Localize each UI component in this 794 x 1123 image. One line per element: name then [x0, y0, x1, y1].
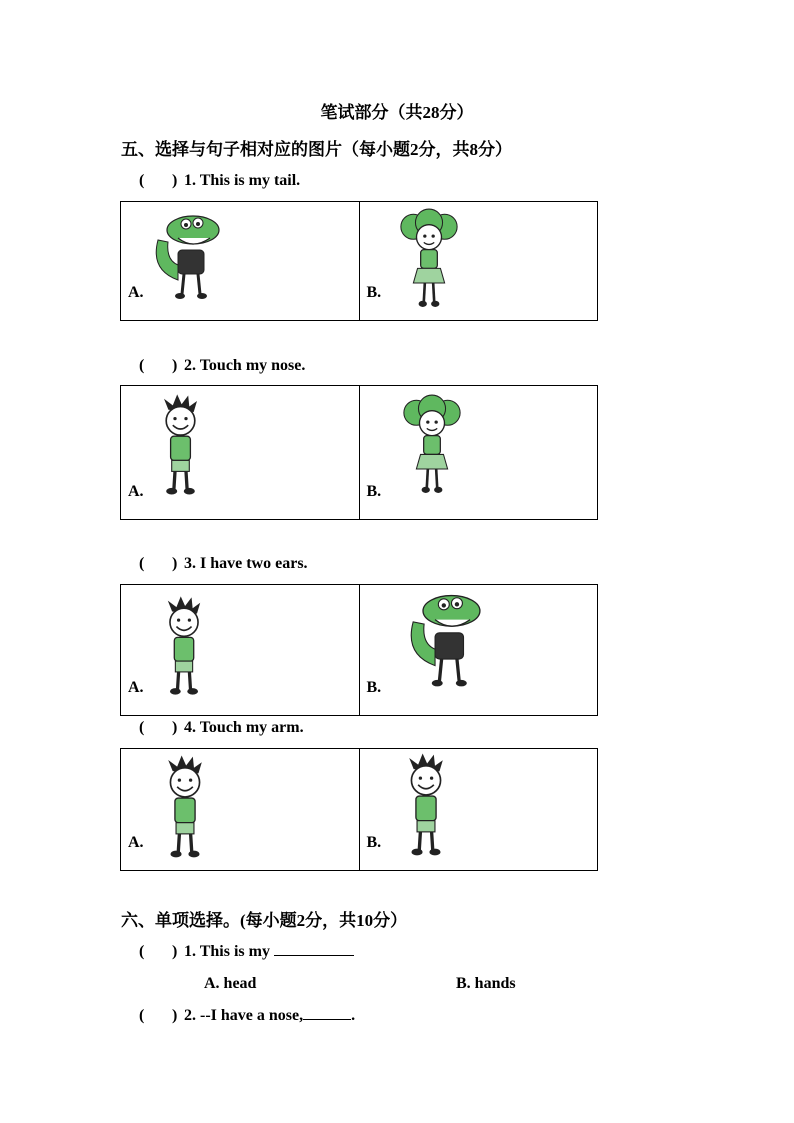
question-4-text: 4. Touch my arm.: [184, 719, 304, 736]
choice-option-b[interactable]: B. hands: [456, 975, 516, 992]
question-2-options: [120, 385, 598, 520]
option-a-label: A.: [128, 284, 144, 301]
question-3-options: [120, 584, 598, 716]
girl-touching-face-icon: [394, 208, 464, 308]
choice-question-1-text: 1. This is my: [184, 943, 270, 960]
option-a-cell[interactable]: [121, 749, 359, 870]
question-1-options: [120, 201, 598, 321]
section-five-heading: 五、选择与句子相对应的图片（每小题2分，共8分）: [121, 140, 512, 159]
answer-blank[interactable]: [303, 1019, 351, 1020]
crocodile-on-rock-icon: [396, 589, 496, 693]
option-b-label: B.: [366, 834, 382, 851]
girl-touching-nose-icon: [398, 394, 466, 494]
option-b-label: B.: [366, 483, 382, 500]
option-a-label: A.: [128, 834, 144, 851]
answer-paren-close: ): [172, 719, 178, 736]
option-b-cell[interactable]: [359, 749, 598, 870]
option-a-label: A.: [128, 679, 144, 696]
choice-option-a[interactable]: A. head: [204, 975, 257, 992]
option-b-label: B.: [366, 679, 382, 696]
question-4-options: [120, 748, 598, 871]
choice-question-2-end: .: [351, 1007, 356, 1024]
option-a-cell[interactable]: [121, 585, 359, 715]
boy-touching-arm-icon: [398, 751, 454, 859]
boy-shouting-icon: [157, 753, 213, 861]
choice-question-2-text: 2. --I have a nose,: [184, 1007, 304, 1024]
answer-paren-close: ): [172, 555, 178, 572]
boy-touching-cheeks-icon: [153, 392, 208, 498]
answer-paren-open: (: [139, 172, 145, 189]
page-title: 笔试部分（共28分）: [320, 103, 474, 122]
answer-paren-close: ): [172, 1007, 178, 1024]
answer-blank[interactable]: [274, 955, 354, 956]
section-six-heading: 六、单项选择。(每小题2分，共10分）: [121, 911, 408, 930]
option-b-cell[interactable]: [359, 386, 598, 519]
answer-paren-open: (: [139, 555, 145, 572]
option-a-label: A.: [128, 483, 144, 500]
choice-question-2: [184, 1007, 355, 1025]
answer-paren-close: ): [172, 943, 178, 960]
answer-paren-open: (: [139, 357, 145, 374]
option-b-cell[interactable]: [359, 585, 598, 715]
answer-paren-open: (: [139, 719, 145, 736]
answer-paren-open: (: [139, 943, 145, 960]
question-1-text: 1. This is my tail.: [184, 172, 301, 189]
option-a-cell[interactable]: [121, 386, 359, 519]
answer-paren-close: ): [172, 357, 178, 374]
answer-paren-close: ): [172, 172, 178, 189]
choice-question-1: [184, 943, 354, 961]
boy-touching-ears-icon: [157, 593, 211, 699]
option-b-label: B.: [366, 284, 382, 301]
option-b-cell[interactable]: [359, 202, 598, 320]
answer-paren-open: (: [139, 1007, 145, 1024]
question-3-text: 3. I have two ears.: [184, 555, 308, 572]
option-a-cell[interactable]: [121, 202, 359, 320]
question-2-text: 2. Touch my nose.: [184, 357, 306, 374]
crocodile-character-icon: [143, 210, 233, 305]
